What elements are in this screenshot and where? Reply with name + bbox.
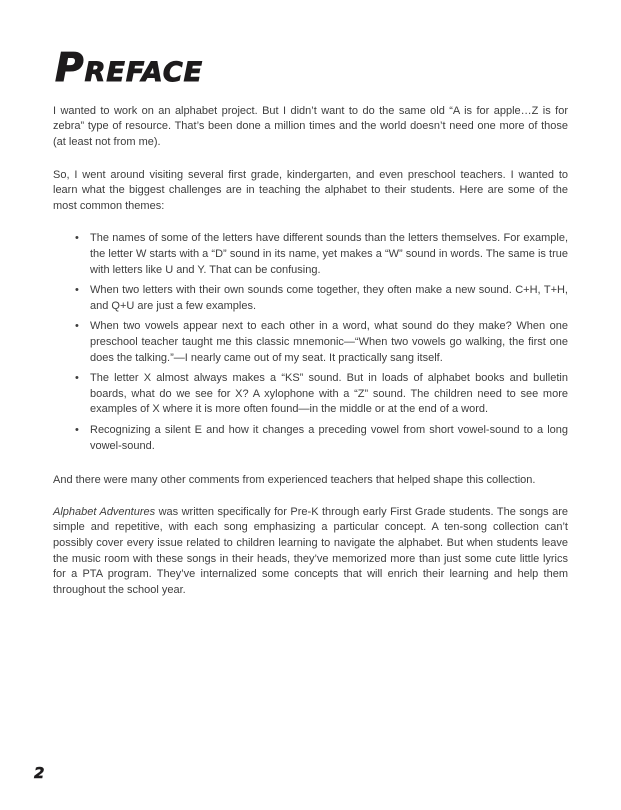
list-item: • Recognizing a silent E and how it changes a preceding vowel from short vowel-sound to a long vowel-sound. xyxy=(90,423,568,454)
page-number: 2 xyxy=(34,764,45,782)
book-title: Alphabet Adventures xyxy=(53,505,156,518)
list-item: • The letter X almost always makes a “KS” sound. But in loads of alphabet books and bulletin boards, what do we see for X? A xylophone with a “Z” sound. The children need to see more examples of X where it is more often found—in the middle or at the end of a word. xyxy=(90,371,568,418)
list-item: • When two letters with their own sounds come together, they often make a new sound. C+H, T+H, and Q+U are just a few examples. xyxy=(90,283,568,314)
page-title: Preface xyxy=(55,46,204,91)
paragraph-about xyxy=(53,505,568,599)
list-item: • The names of some of the letters have different sounds than the letters themselves. For example, the letter W starts with a “D” sound in its name, yet makes a “W” sound in words. The same is true with letters like U and Y. That can be confusing. xyxy=(90,231,568,278)
list-item: • When two vowels appear next to each other in a word, what sound do they make? When one preschool teacher taught me this classic mnemonic—“When two vowels go walking, the first one does the talking.”—I nearly came out of my seat. It practically sang itself. xyxy=(90,319,568,366)
paragraph-intro: I wanted to work on an alphabet project. But I didn’t want to do the same old “A is for apple…Z is for zebra” type of resource. That’s been done a million times and the world doesn’t need one more of those (at least not from me). xyxy=(53,104,568,149)
paragraph-about-text: was written specifically for Pre-K through early First Grade students. The songs are simple and repetitive, with each song emphasizing a particular concept. A ten-song collection can’t possibly cover every issue related to children learning to navigate the alphabet. But when students leave the music room with these songs in their heads, they’ve memorized more than just some cute little lyrics for a PTA program. They’ve internalized some concepts that will enrich their learning and help them throughout the school year. xyxy=(53,505,568,596)
paragraph-survey: So, I went around visiting several first grade, kindergarten, and even preschool teachers. I wanted to learn what the biggest challenges are in teaching the alphabet to their students. Here are some of the most common themes: xyxy=(53,168,568,212)
body-text xyxy=(53,104,568,598)
paragraph-closing: And there were many other comments from experienced teachers that helped shape this collection. xyxy=(53,474,536,487)
bullet-list xyxy=(53,231,568,454)
